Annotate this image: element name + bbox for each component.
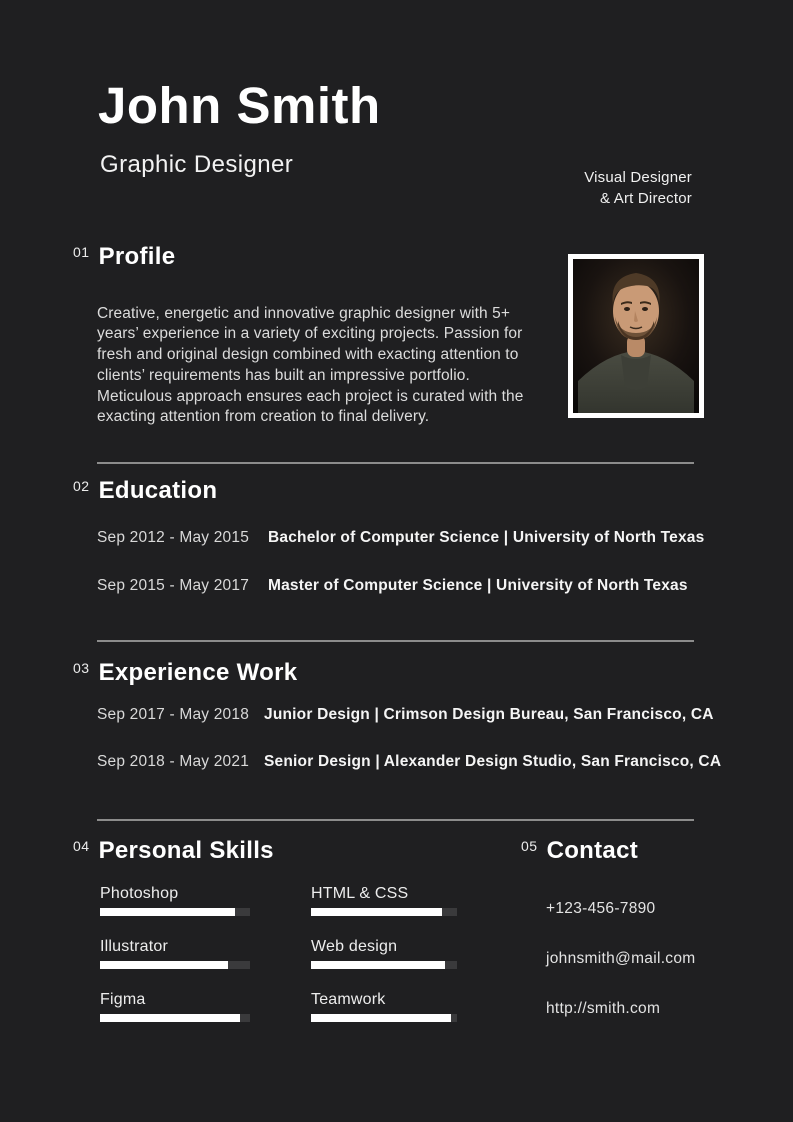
skill-item (100, 937, 250, 969)
portrait-photo (568, 254, 704, 418)
skill-bar-fill (100, 908, 235, 916)
job-title: Graphic Designer (100, 151, 294, 178)
skill-name: Photoshop (100, 885, 179, 902)
skill-bar-track (311, 961, 457, 969)
experience-section-heading (73, 659, 297, 687)
experience-entry (97, 753, 721, 771)
experience-date: Sep 2018 - May 2021 (97, 753, 250, 770)
education-section-title: Education (98, 477, 218, 504)
skill-item (311, 990, 457, 1022)
skill-name: Illustrator (100, 938, 168, 955)
experience-detail: Senior Design | Alexander Design Studio, San Francisco, CA (264, 753, 722, 770)
contact-section-title: Contact (546, 837, 639, 864)
contact-section-number: 05 (521, 838, 538, 854)
skill-bar-fill (311, 908, 442, 916)
education-entry (97, 529, 704, 547)
education-detail: Master of Computer Science | University of North Texas (268, 577, 688, 594)
contact-list (546, 898, 695, 1048)
profile-section-title: Profile (98, 243, 176, 270)
education-section-heading (73, 477, 217, 505)
divider (97, 640, 694, 642)
skills-section-number: 04 (73, 838, 90, 854)
divider (97, 462, 694, 464)
skill-bar-fill (100, 961, 228, 969)
contact-phone: +123-456-7890 (546, 900, 656, 917)
contact-section-heading (521, 837, 638, 865)
experience-section-title: Experience Work (98, 659, 298, 686)
profile-text: Creative, energetic and innovative graphic designer with 5+ years’ experience in a variety of exciting projects. Passion for fresh and original design combined with exacting attention to clients’ requirements has built an impressive portfolio. Meticulous approach ensures each project is curated with the exacting attention from creation to final delivery. (97, 304, 524, 426)
skills-section-heading (73, 837, 274, 865)
education-detail: Bachelor of Computer Science | University of North Texas (268, 529, 705, 546)
skill-name: Web design (311, 938, 398, 955)
skill-bar-fill (100, 1014, 240, 1022)
experience-section-number: 03 (73, 660, 90, 676)
education-date: Sep 2015 - May 2017 (97, 577, 250, 594)
experience-detail: Junior Design | Crimson Design Bureau, San Francisco, CA (264, 706, 714, 723)
portrait-photo-graphic (573, 259, 699, 413)
tagline-line2: & Art Director (600, 190, 692, 207)
skills-grid (100, 884, 457, 1022)
skill-bar-fill (311, 961, 445, 969)
education-section-number: 02 (73, 478, 90, 494)
skill-item (311, 937, 457, 969)
skill-bar-fill (311, 1014, 451, 1022)
experience-date: Sep 2017 - May 2018 (97, 706, 250, 723)
profile-section-heading (73, 243, 175, 271)
divider (97, 819, 694, 821)
education-date: Sep 2012 - May 2015 (97, 529, 250, 546)
tagline (450, 167, 692, 209)
skills-section-title: Personal Skills (98, 837, 274, 864)
tagline-line1: Visual Designer (584, 169, 692, 186)
contact-email[interactable]: johnsmith@mail.com (546, 950, 696, 967)
education-entry (97, 577, 688, 595)
skill-name: Figma (100, 991, 146, 1008)
skill-item (100, 884, 250, 916)
contact-website[interactable]: http://smith.com (546, 1000, 661, 1017)
skill-name: Teamwork (311, 991, 386, 1008)
skill-item (100, 990, 250, 1022)
skill-bar-track (100, 1014, 250, 1022)
experience-entry (97, 706, 714, 724)
profile-section-number: 01 (73, 244, 90, 260)
skill-item (311, 884, 457, 916)
skill-bar-track (100, 908, 250, 916)
person-name: John Smith (98, 77, 381, 134)
skill-bar-track (311, 908, 457, 916)
skill-bar-track (311, 1014, 457, 1022)
skill-name: HTML & CSS (311, 885, 409, 902)
skill-bar-track (100, 961, 250, 969)
